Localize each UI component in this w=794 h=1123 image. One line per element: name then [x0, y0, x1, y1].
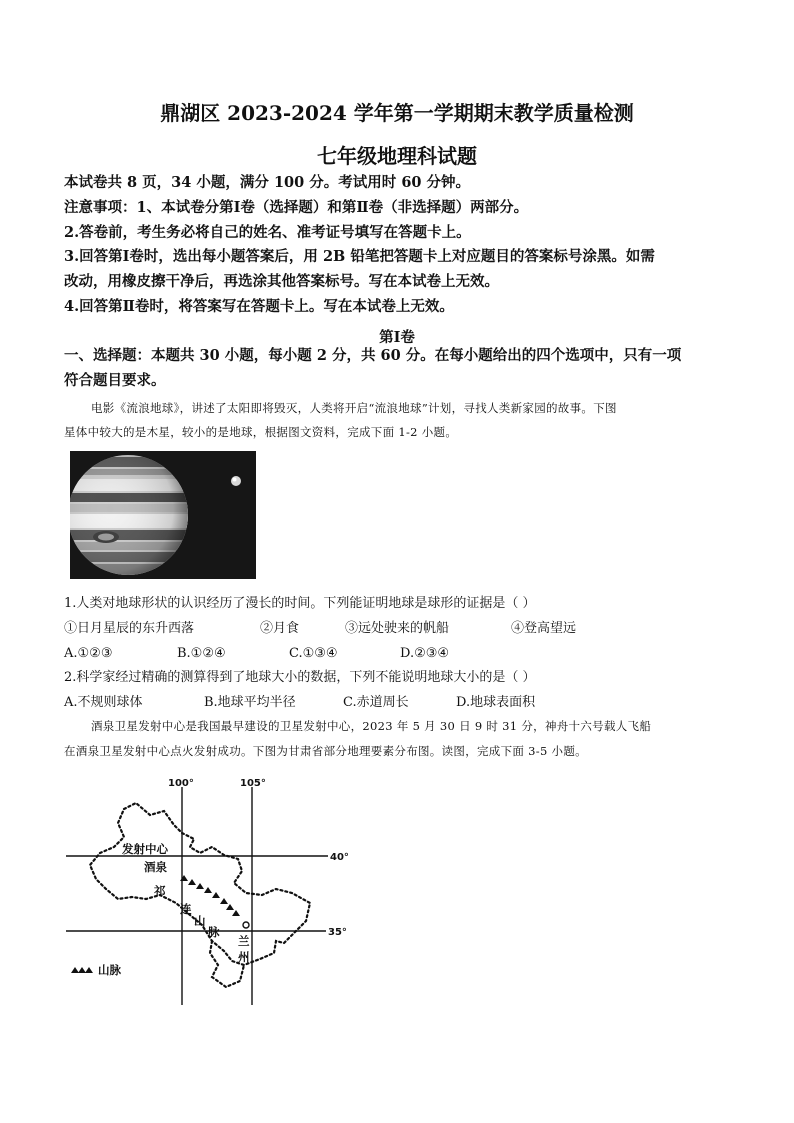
- jiuquan-label: 酒泉: [144, 860, 167, 874]
- instruction-line: 2.答卷前，考生务必将自己的姓名、准考证号填写在答题卡上。: [64, 224, 471, 241]
- section-heading: 一、选择题：本题共 30 小题，每小题 2 分，共 60 分。在每小题给出的四个选项中，只有一项: [64, 347, 682, 364]
- qilian-label-char: 脉: [208, 925, 220, 939]
- option-d: D.地球表面积: [456, 695, 536, 710]
- option-a: A.①②③: [64, 646, 113, 661]
- instruction-line: 改动，用橡皮擦干净后，再选涂其他答案标号。写在本试卷上无效。: [64, 273, 499, 290]
- instruction-line: 3.回答第Ⅰ卷时，选出每小题答案后，用 2B 铅笔把答题卡上对应题目的答案标号涂黑。如需: [64, 248, 655, 265]
- section-label: 第Ⅰ卷: [379, 329, 415, 346]
- option-c: C.赤道周长: [343, 695, 409, 710]
- option-b: B.地球平均半径: [204, 695, 296, 710]
- passage-text: 电影《流浪地球》，讲述了太阳即将毁灭，人类将开启“流浪地球”计划，寻找人类新家园的故事。下图: [91, 401, 617, 415]
- exam-subtitle: 七年级地理科试题: [317, 144, 477, 168]
- statement-3: ③远处驶来的帆船: [345, 621, 450, 636]
- statement-1: ①日月星辰的东升西落: [64, 621, 195, 636]
- lat-label-40: 40°: [330, 852, 349, 863]
- gansu-map: [62, 773, 362, 1005]
- question-2-stem: 2.科学家经过精确的测算得到了地球大小的数据，下列不能说明地球大小的是（ ）: [64, 670, 536, 685]
- lanzhou-point: [243, 922, 249, 928]
- lon-label-100: 100°: [168, 778, 194, 789]
- lanzhou-label-char: 兰: [238, 934, 250, 948]
- passage-text: 酒泉卫星发射中心是我国最早建设的卫星发射中心，2023 年 5 月 30 日 9 时 31 分，神舟十六号载人飞船: [91, 719, 652, 733]
- exam-title: 鼎湖区 2023-2024 学年第一学期期末教学质量检测: [160, 101, 634, 125]
- instruction-line: 本试卷共 8 页，34 小题，满分 100 分。考试用时 60 分钟。: [64, 174, 471, 191]
- jupiter-earth-photo: [70, 451, 256, 579]
- qilian-label-char: 山: [194, 914, 206, 928]
- option-c: C.①③④: [289, 646, 338, 661]
- lanzhou-label-char: 州: [238, 950, 250, 964]
- passage-text: 在酒泉卫星发射中心点火发射成功。下图为甘肃省部分地理要素分布图。读图，完成下面 3-5 小题。: [64, 744, 587, 758]
- question-1-stem: 1.人类对地球形状的认识经历了漫长的时间。下列能证明地球是球形的证据是（ ）: [64, 596, 536, 611]
- instruction-line: 4.回答第Ⅱ卷时，将答案写在答题卡上。写在本试卷上无效。: [64, 298, 454, 315]
- section-heading: 符合题目要求。: [64, 372, 166, 389]
- mountain-range-icon: [71, 967, 93, 973]
- statement-2: ②月食: [260, 621, 300, 636]
- lat-label-35: 35°: [328, 927, 347, 938]
- statement-4: ④登高望远: [511, 621, 577, 636]
- launch-center-label: 发射中心: [122, 842, 168, 856]
- option-a: A.不规则球体: [64, 695, 143, 710]
- instruction-line: 注意事项：1、本试卷分第Ⅰ卷（选择题）和第Ⅱ卷（非选择题）两部分。: [64, 199, 529, 216]
- lon-label-105: 105°: [240, 778, 266, 789]
- legend-label: 山脉: [98, 963, 121, 977]
- qilian-label-char: 祁: [154, 884, 166, 898]
- option-d: D.②③④: [400, 646, 450, 661]
- passage-text: 星体中较大的是木星，较小的是地球，根据图文资料，完成下面 1-2 小题。: [64, 425, 458, 439]
- qilian-label-char: 连: [180, 902, 192, 916]
- option-b: B.①②④: [177, 646, 226, 661]
